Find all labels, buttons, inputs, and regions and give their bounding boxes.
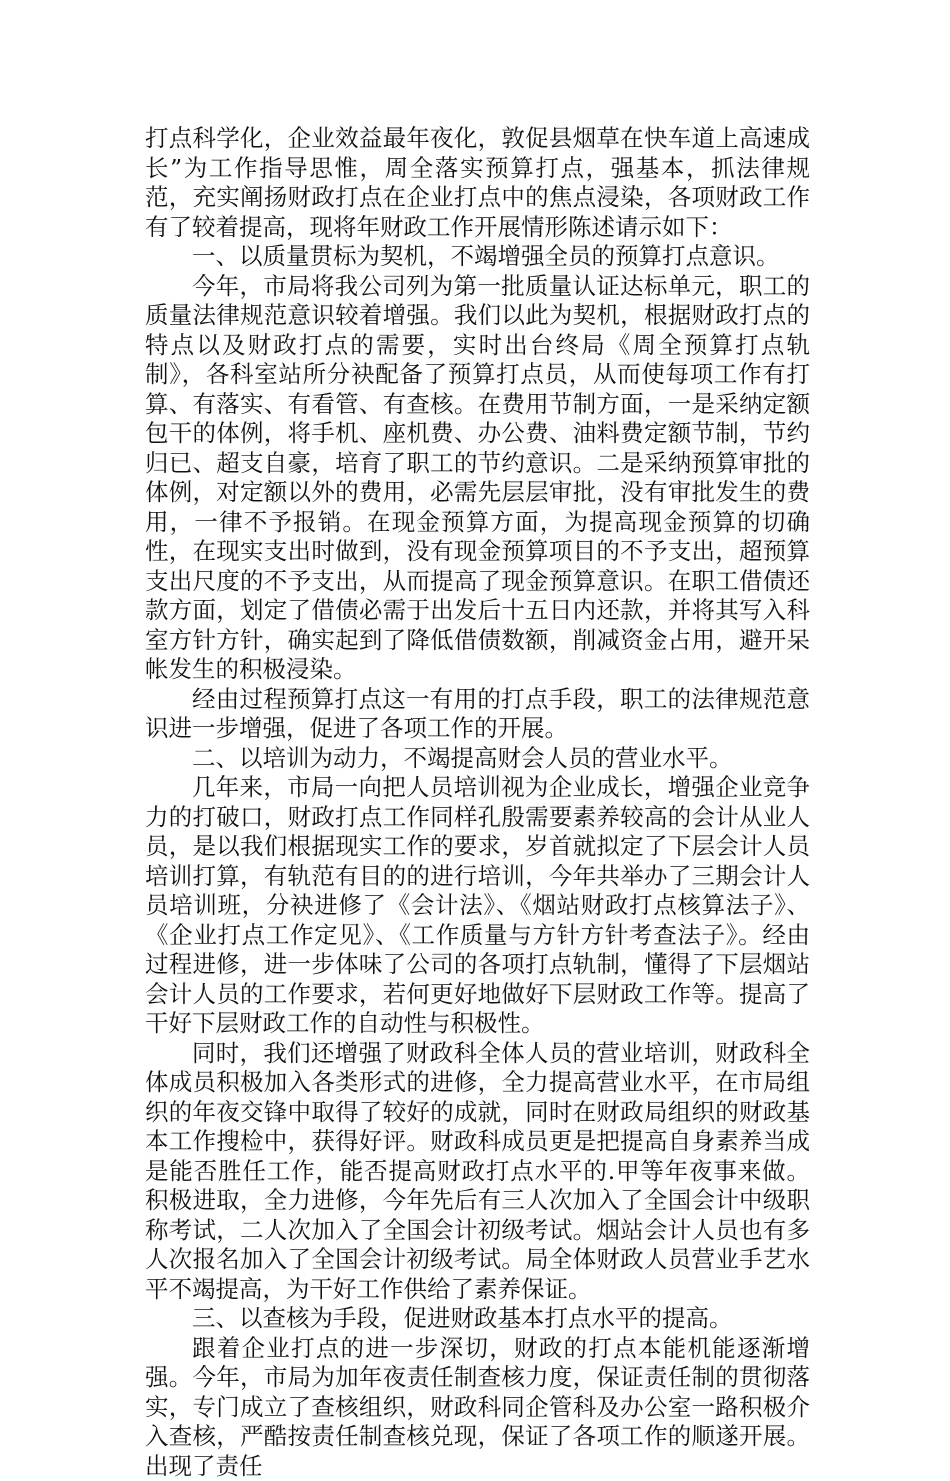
section-heading-1: 一、以质量贯标为契机，不竭增强全员的预算打点意识。: [145, 242, 810, 272]
paragraph-intro: 打点科学化，企业效益最年夜化，敦促县烟草在快车道上高速成长”为工作指导思惟，周全落实预算打点，强基本，抓法律规范，充实阐扬财政打点在企业打点中的焦点浸染，各项财政工作有了较着提高，现将年财政工作开展情形陈述请示如下：: [145, 124, 810, 242]
section-heading-3: 三、以查核为手段，促进财政基本打点水平的提高。: [145, 1304, 810, 1334]
document-body: [145, 124, 810, 1481]
paragraph-assessment: 跟着企业打点的进一步深切，财政的打点本能机能逐渐增强。今年，市局为加年夜责任制查核力度，保证责任制的贯彻落实，专门成立了查核组织，财政科同企管科及办公室一路积极介入查核，严酷按责任制查核兑现，保证了各项工作的顺遂开展。出现了责任: [145, 1334, 810, 1481]
paragraph-budget-summary: 经由过程预算打点这一有用的打点手段，职工的法律规范意识进一步增强，促进了各项工作的开展。: [145, 685, 810, 744]
paragraph-staff-development: 同时，我们还增强了财政科全体人员的营业培训，财政科全体成员积极加入各类形式的进修，全力提高营业水平，在市局组织的年夜交锋中取得了较好的成就，同时在财政局组织的财政基本工作搜检中，获得好评。财政科成员更是把提高自身素养当成是能否胜任工作，能否提高财政打点水平的.甲等年夜事来做。积极进取，全力进修，今年先后有三人次加入了全国会计中级职称考试，二人次加入了全国会计初级考试。烟站会计人员也有多人次报名加入了全国会计初级考试。局全体财政人员营业手艺水平不竭提高，为干好工作供给了素养保证。: [145, 1039, 810, 1305]
paragraph-training: 几年来，市局一向把人员培训视为企业成长，增强企业竞争力的打破口，财政打点工作同样孔殷需要素养较高的会计从业人员，是以我们根据现实工作的要求，岁首就拟定了下层会计人员培训打算，有轨范有目的的进行培训，今年共举办了三期会计人员培训班，分袂进修了《会计法》、《烟站财政打点核算法子》、《企业打点工作定见》、《工作质量与方针方针考查法子》。经由过程进修，进一步体味了公司的各项打点轨制，懂得了下层烟站会计人员的工作要求，若何更好地做好下层财政工作等。提高了干好下层财政工作的自动性与积极性。: [145, 773, 810, 1039]
paragraph-budget-management: 今年，市局将我公司列为第一批质量认证达标单元，职工的质量法律规范意识较着增强。我们以此为契机，根据财政打点的特点以及财政打点的需要，实时出台终局《周全预算打点轨制》，各科室站所分袂配备了预算打点员，从而使每项工作有打算、有落实、有看管、有查核。在费用节制方面，一是采纳定额包干的体例，将手机、座机费、办公费、油料费定额节制，节约归已、超支自豪，培育了职工的节约意识。二是采纳预算审批的体例，对定额以外的费用，必需先层层审批，没有审批发生的费用，一律不予报销。在现金预算方面，为提高现金预算的切确性，在现实支出时做到，没有现金预算项目的不予支出，超预算支出尺度的不予支出，从而提高了现金预算意识。在职工借债还款方面，划定了借债必需于出发后十五日内还款，并将其写入科室方针方针，确实起到了降低借债数额，削减资金占用，避开呆帐发生的积极浸染。: [145, 272, 810, 685]
section-heading-2: 二、以培训为动力，不竭提高财会人员的营业水平。: [145, 744, 810, 774]
